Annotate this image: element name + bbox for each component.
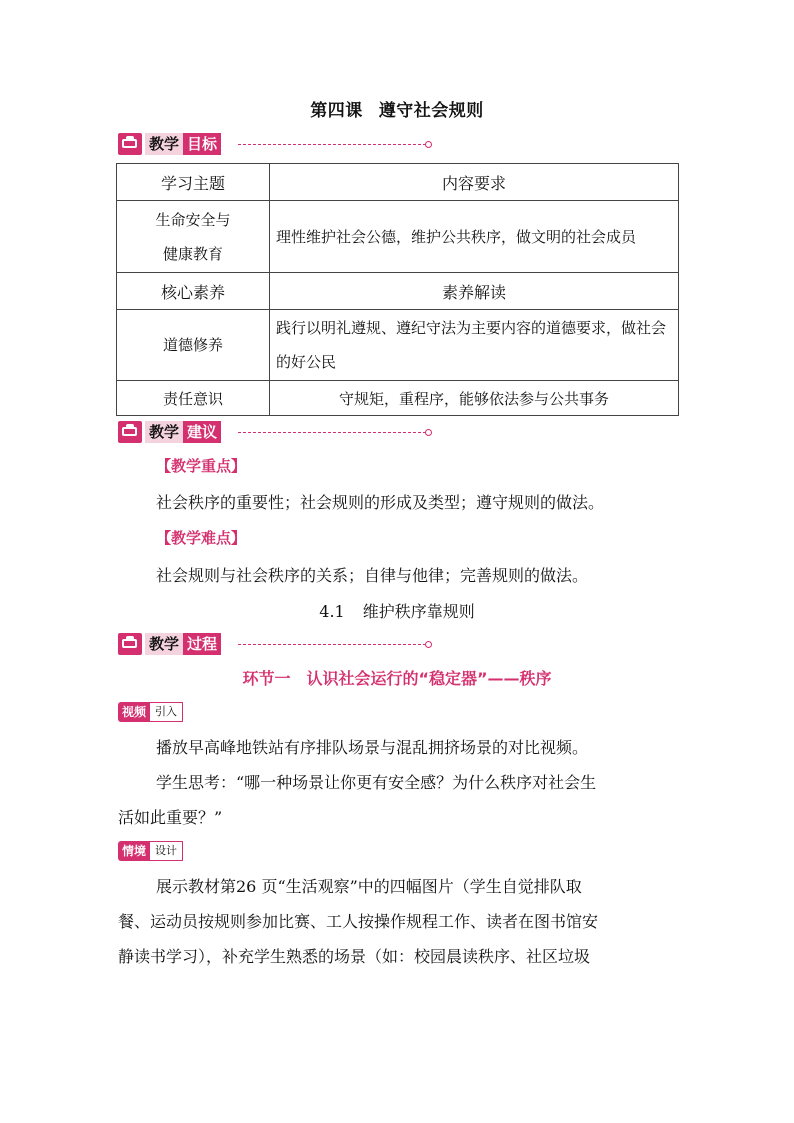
- page-title: [0, 96, 794, 121]
- divider-end-dot: [425, 141, 432, 148]
- row-theme-cell: [117, 201, 270, 273]
- objectives-table: [116, 163, 679, 416]
- tag-label-1: 视频: [118, 702, 150, 722]
- badge-word-2: 目标: [183, 133, 221, 155]
- difficult-point-heading: 【教学难点】: [156, 529, 247, 547]
- tag-label-2: 设计: [150, 841, 183, 861]
- table-header-row: [117, 164, 679, 201]
- theme-line-2: 健康教育: [162, 244, 223, 263]
- badge-word-1: 教学: [145, 133, 183, 155]
- theme-line-1: 生命安全与: [155, 210, 231, 229]
- row-literacy-cell: 道德修养: [117, 310, 270, 381]
- section-suggestions-badge: [118, 420, 221, 444]
- tag-label-2: 引入: [150, 702, 183, 722]
- video-intro-tag: [118, 702, 183, 722]
- scene-paragraph-line-3: 静读书学习），补充学生熟悉的场景（如：校园晨读秩序、社区垃圾: [118, 947, 591, 966]
- header-literacy-interpretation: 素养解读: [270, 273, 679, 310]
- divider-end-dot: [425, 429, 432, 436]
- scene-design-tag: [118, 841, 183, 861]
- table-header-row: [117, 273, 679, 310]
- book-icon: [118, 133, 142, 155]
- divider: [238, 432, 426, 433]
- row-interpretation-cell: 守规矩，重程序，能够依法参与公共事务: [270, 381, 679, 416]
- divider: [238, 644, 426, 645]
- header-content-requirement: 内容要求: [270, 164, 679, 201]
- difficult-point-text: 社会规则与社会秩序的关系；自律与他律；完善规则的做法。: [156, 566, 589, 585]
- table-row: [117, 381, 679, 416]
- scene-paragraph-line-1: 展示教材第26 页“生活观察”中的四幅图片（学生自觉排队取: [156, 877, 582, 896]
- header-study-theme: 学习主题: [117, 164, 270, 201]
- video-paragraph-1: 播放早高峰地铁站有序排队场景与混乱拥挤场景的对比视频。: [156, 738, 589, 757]
- badge-word-2: 过程: [183, 633, 221, 655]
- book-icon: [118, 421, 142, 443]
- lesson-subtitle: [0, 599, 794, 622]
- lesson-topic-title: 遵守社会规则: [378, 101, 484, 121]
- badge-word-1: 教学: [145, 633, 183, 655]
- divider: [238, 144, 426, 145]
- row-interpretation-cell: 践行以明礼遵规、遵纪守法为主要内容的道德要求，做社会的好公民: [270, 310, 679, 381]
- table-row: [117, 310, 679, 381]
- table-row: [117, 201, 679, 273]
- badge-word-1: 教学: [145, 421, 183, 443]
- step-title: 环节一 认识社会运行的“稳定器”——秩序: [242, 669, 552, 688]
- key-point-heading: 【教学重点】: [156, 457, 247, 475]
- scene-paragraph-line-2: 餐、运动员按规则参加比赛、工人按操作规程工作、读者在图书馆安: [118, 912, 599, 931]
- video-paragraph-2-line-2: 活如此重要？”: [118, 808, 223, 827]
- key-point-text: 社会秩序的重要性；社会规则的形成及类型；遵守规则的做法。: [156, 493, 605, 512]
- row-requirement-cell: 理性维护社会公德，维护公共秩序，做文明的社会成员: [270, 201, 679, 273]
- lesson-number-title: 第四课: [310, 101, 363, 121]
- lesson-subtitle-number: 4.1: [319, 602, 345, 621]
- badge-word-2: 建议: [183, 421, 221, 443]
- header-core-literacy: 核心素养: [117, 273, 270, 310]
- section-process-badge: [118, 632, 221, 656]
- video-paragraph-2-line-1: 学生思考：“哪一种场景让你更有安全感？为什么秩序对社会生: [156, 773, 597, 792]
- divider-end-dot: [425, 641, 432, 648]
- book-icon: [118, 633, 142, 655]
- lesson-subtitle-name: 维护秩序靠规则: [362, 602, 475, 621]
- row-literacy-cell: 责任意识: [117, 381, 270, 416]
- section-objectives-badge: [118, 132, 221, 156]
- tag-label-1: 情境: [118, 841, 150, 861]
